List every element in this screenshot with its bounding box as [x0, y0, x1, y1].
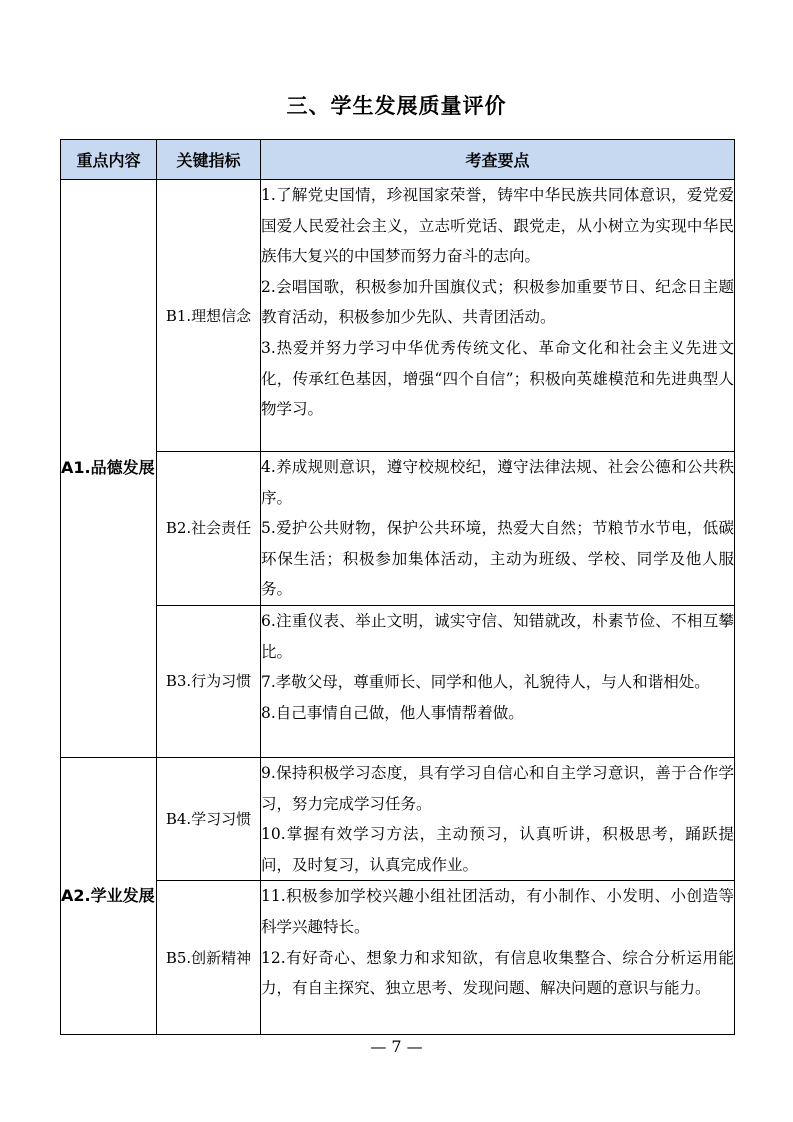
indicator-b5: B5.创新精神 [157, 881, 261, 1035]
table-row [61, 881, 735, 1035]
points-b5 [261, 881, 735, 1035]
point-2: 2.会唱国歌，积极参加升国旗仪式；积极参加重要节日、纪念日主题教育活动，积极参加少先队、共青团活动。 [261, 277, 734, 327]
point-10: 10.掌握有效学习方法，主动预习，认真听讲，积极思考，踊跃提问，及时复习，认真完成作业。 [261, 825, 734, 874]
indicator-b4: B4.学习习惯 [157, 757, 261, 880]
point-8: 8.自己事情自己做，他人事情帮着做。 [261, 703, 524, 722]
points-b1 [261, 180, 735, 452]
point-12: 12.有好奇心、想象力和求知欲，有信息收集整合、综合分析运用能力，有自主探究、独立思考、发现问题、解决问题的意识与能力。 [261, 948, 734, 998]
page-number: — 7 — [370, 1037, 423, 1056]
evaluation-table [60, 139, 735, 1035]
indicator-b2: B2.社会责任 [157, 452, 261, 606]
focus-a1: A1.品德发展 [61, 180, 157, 758]
indicator-b1: B1.理想信念 [157, 180, 261, 452]
point-9: 9.保持积极学习态度，具有学习自信心和自主学习意识，善于合作学习，努力完成学习任务。 [261, 763, 734, 813]
table-row [61, 757, 735, 880]
point-11: 11.积极参加学校兴趣小组社团活动，有小制作、小发明、小创造等科学兴趣特长。 [261, 887, 734, 936]
table-row [61, 452, 735, 606]
table-row [61, 180, 735, 452]
header-points: 考查要点 [261, 140, 735, 180]
table-row [61, 605, 735, 757]
points-b4 [261, 757, 735, 880]
focus-a2: A2.学业发展 [61, 757, 157, 1034]
points-b3 [261, 605, 735, 757]
point-7: 7.孝敬父母，尊重师长、同学和他人，礼貌待人，与人和谐相处。 [261, 673, 710, 692]
header-indicator: 关键指标 [157, 140, 261, 180]
point-4: 4.养成规则意识，遵守校规校纪，遵守法律法规、社会公德和公共秩序。 [261, 458, 734, 507]
indicator-b3: B3.行为习惯 [157, 605, 261, 757]
point-3: 3.热爱并努力学习中华优秀传统文化、革命文化和社会主义先进文化，传承红色基因，增强“四个自信”；积极向英雄模范和先进典型人物学习。 [261, 338, 734, 419]
point-1: 1.了解党史国情，珍视国家荣誉，铸牢中华民族共同体意识，爱党爱国爱人民爱社会主义，立志听党话、跟党走，从小树立为实现中华民族伟大复兴的中国梦而努力奋斗的志向。 [261, 186, 734, 266]
point-6: 6.注重仪表、举止文明，诚实守信、知错就改，朴素节俭、不相互攀比。 [261, 611, 734, 661]
page-title: 三、学生发展质量评价 [286, 94, 507, 118]
table-header-row [61, 140, 735, 180]
header-focus: 重点内容 [61, 140, 157, 180]
points-b2 [261, 452, 735, 606]
point-5: 5.爱护公共财物，保护公共环境，热爱大自然；节粮节水节电，低碳环保生活；积极参加集体活动，主动为班级、学校、同学及他人服务。 [261, 519, 734, 599]
